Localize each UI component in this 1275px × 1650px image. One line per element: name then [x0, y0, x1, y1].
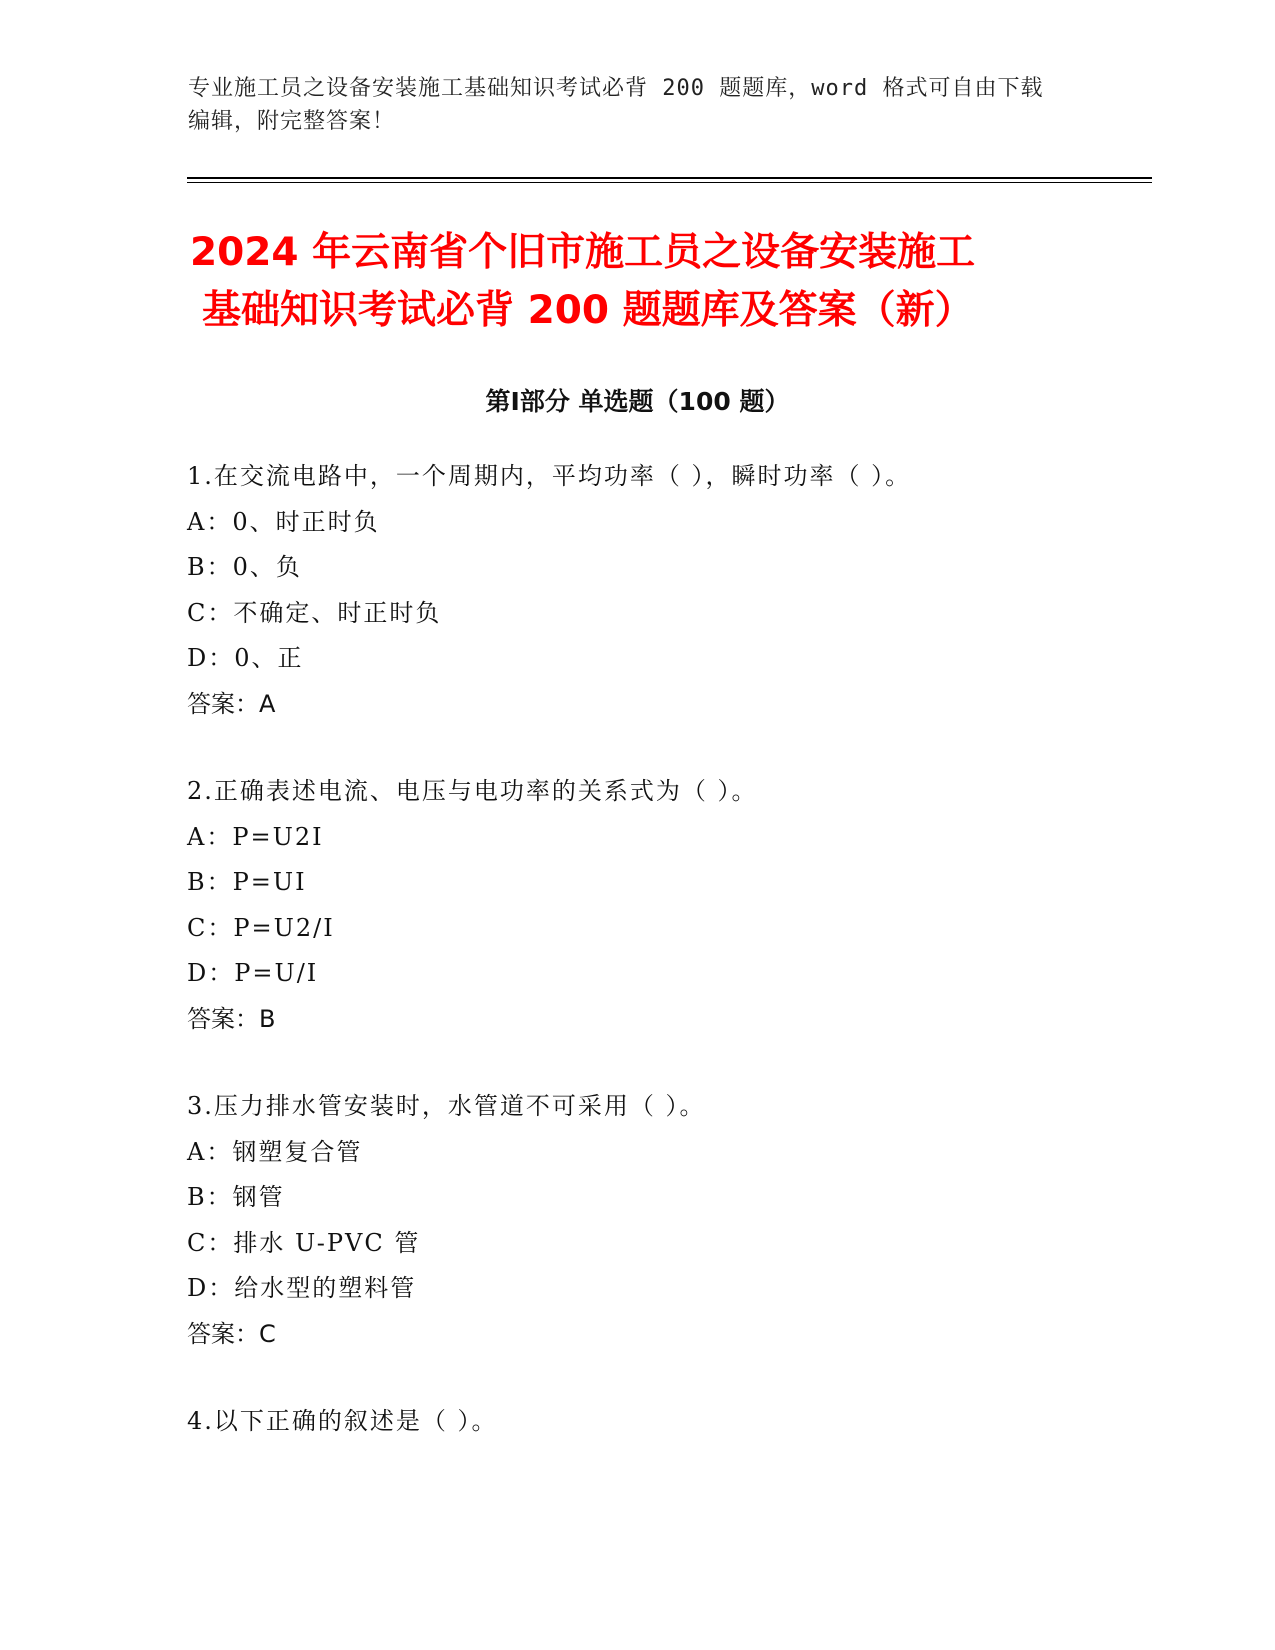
option-c: C：排水 U-PVC 管: [187, 1228, 421, 1257]
option-d: D：P=U/I: [187, 959, 319, 987]
question-3: [187, 1084, 1127, 1357]
option-a: A：钢塑复合管: [187, 1137, 363, 1166]
question-2: [187, 769, 1127, 1042]
header-note-line-1: 专业施工员之设备安装施工基础知识考试必背 200 题题库，word 格式可自由下载: [188, 76, 1044, 101]
option-b: B：0、负: [187, 553, 302, 581]
question-stem: 3.压力排水管安装时，水管道不可采用（ ）。: [187, 1092, 706, 1120]
option-d: D：0、正: [187, 644, 304, 672]
document-title-line-2: 基础知识考试必背 200 题题库及答案（新）: [202, 288, 974, 333]
answer: 答案：B: [187, 1004, 276, 1033]
option-a: A：P=U2I: [187, 822, 324, 851]
document-header-note: [188, 72, 1088, 138]
question-1: [187, 454, 1127, 727]
option-d: D：给水型的塑料管: [187, 1274, 417, 1302]
question-stem: 2.正确表述电流、电压与电功率的关系式为（ ）。: [187, 777, 758, 805]
answer: 答案：A: [187, 689, 276, 718]
section-title: 第Ⅰ部分 单选题（100 题）: [485, 387, 790, 416]
option-c: C：不确定、时正时负: [187, 598, 442, 627]
question-stem: 4.以下正确的叙述是（ ）。: [187, 1407, 498, 1435]
option-c: C：P=U2/I: [187, 913, 335, 942]
document-title-line-1: 2024 年云南省个旧市施工员之设备安装施工: [190, 230, 976, 275]
document-title: [190, 224, 1090, 340]
option-a: A：0、时正时负: [187, 507, 380, 536]
header-note-line-2: 编辑，附完整答案！: [188, 109, 396, 134]
header-divider-thin: [187, 182, 1152, 183]
answer: 答案：C: [187, 1319, 276, 1348]
question-4: [187, 1399, 1127, 1445]
question-stem: 1.在交流电路中，一个周期内，平均功率（ ），瞬时功率（ ）。: [187, 462, 912, 490]
option-b: B：P=UI: [187, 868, 307, 896]
header-divider-thick: [187, 177, 1152, 179]
option-b: B：钢管: [187, 1183, 285, 1211]
